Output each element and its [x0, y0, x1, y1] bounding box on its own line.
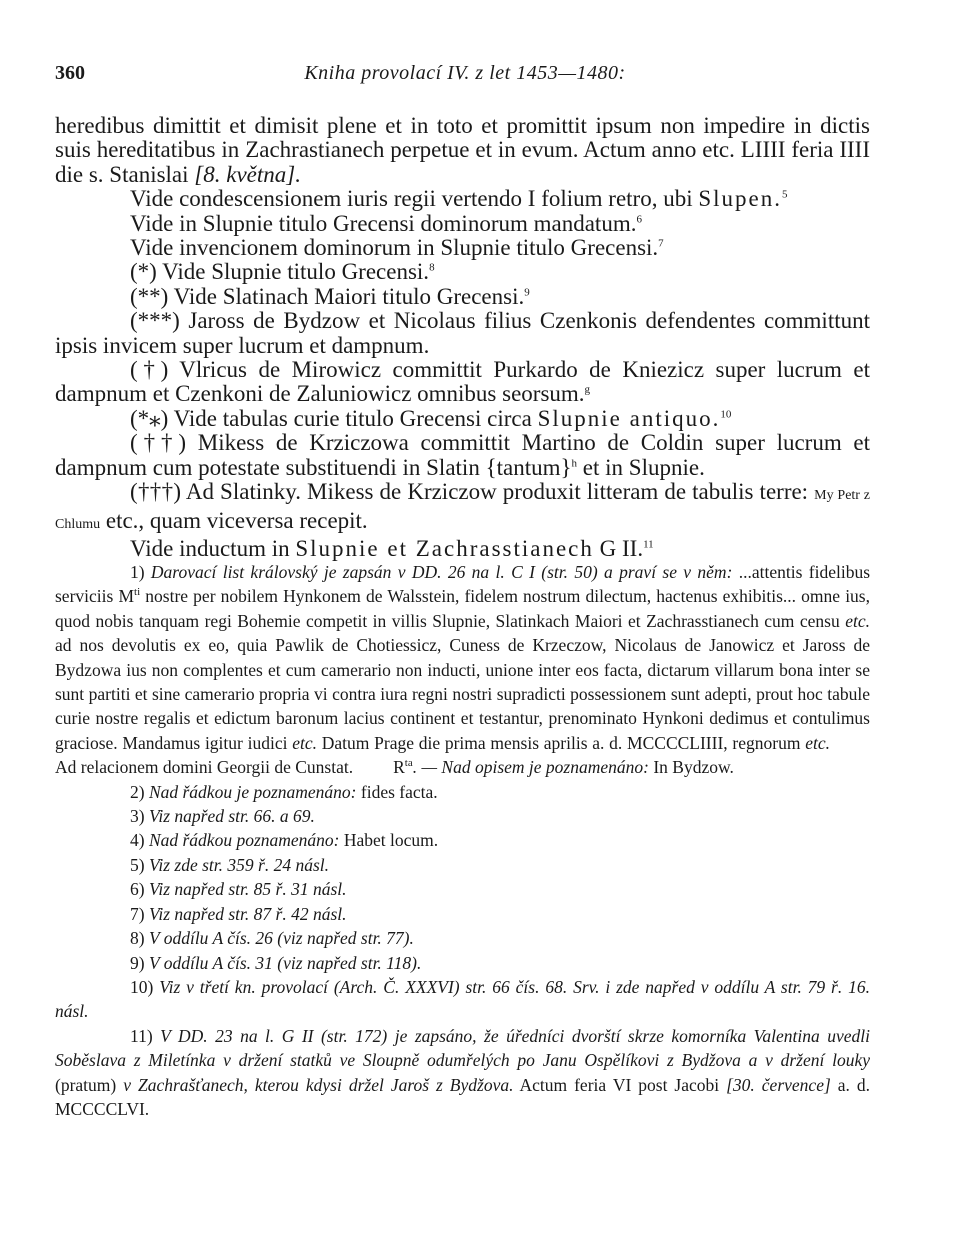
page-number: 360 — [55, 62, 85, 84]
footnote — [55, 951, 870, 975]
paragraph — [55, 236, 870, 260]
footnote — [55, 902, 870, 926]
text: Vide condescensionem iuris regii vertendo I folium retro, ubi — [130, 186, 699, 212]
footnote — [55, 560, 870, 780]
footnote-mark: 6) — [130, 879, 145, 900]
text: [30. července] — [726, 1074, 831, 1095]
footnote-ref: h — [571, 457, 578, 470]
text: V DD. 23 na l. G II (str. 172) je zapsáno, že úředníci dvorští skrze komorníka Valentina uvedli Soběslava z Miletínka v držení statků ve Sloupně odumřelých po Janu Ospělíkovi z Bydžova a v držení louky — [55, 1025, 870, 1071]
text: Datum Prage die prima mensis aprilis a. d. MCCCCLIIII, regnorum — [317, 732, 806, 753]
text: a. d. MCCCCLVI. — [55, 1074, 870, 1119]
footnote-mark: 8) — [130, 928, 145, 949]
footnote-mark: 5) — [130, 854, 145, 875]
text: etc., quam viceversa recepit. — [100, 507, 368, 533]
text: etc. — [292, 732, 317, 753]
footnote-mark: 3) — [130, 806, 145, 827]
spaced-text: Slupen. — [698, 186, 782, 212]
footnote-mark: 11) — [130, 1025, 153, 1046]
footnote-ref: 8 — [429, 261, 435, 274]
paragraph — [55, 431, 870, 480]
text: (†††) Ad Slatinky. Mikess de Krziczow produxit litteram de tabulis terre: — [130, 479, 815, 505]
footnote-mark: 1) — [130, 562, 145, 582]
text: ad nos devolutis ex eo, quia Pawlik de Chotiessicz, Cuness de Krzeczow, Nicolaus de Janowicz et Jaross de Bydzowa ius non complentes et cum camerario non inducti, unione inter eos facta, dictarum villarum bona inter se sunt partiti et sine camerario propria vi contra iura regni nostri supradicti possessionem sunt adepti, prout hoc tabule curie nostre regalis et edictum baronum lacius continent et testantur, prenominato Hynkoni dedimus et contulimus graciose. Mandamus igitur iudici — [55, 635, 870, 753]
text: (pratum) — [55, 1074, 124, 1095]
footnotes — [55, 560, 870, 1121]
footnote-mark: 9) — [130, 952, 145, 973]
footnote — [55, 877, 870, 901]
paragraph — [55, 480, 870, 537]
footnote-mark: 2) — [130, 781, 145, 802]
footnote — [55, 926, 870, 950]
footnote-mark: 7) — [130, 903, 145, 924]
text: fides facta. — [356, 781, 438, 802]
footnote — [55, 975, 870, 1024]
page-header — [55, 62, 875, 90]
footnote — [55, 828, 870, 852]
text: V oddílu A čís. 26 (viz napřed str. 77). — [144, 928, 414, 949]
text: etc. — [845, 610, 870, 631]
footnote-ref: 5 — [782, 188, 788, 201]
text: R — [393, 757, 405, 778]
paragraph — [55, 407, 870, 431]
main-text — [55, 114, 870, 561]
text: Viz napřed str. 66. a 69. — [144, 806, 315, 827]
text: (*⁎) Vide tabulas curie titulo Grecensi circa — [130, 405, 538, 431]
footnote-ref: g — [584, 383, 591, 396]
text: Vide in Slupnie titulo Grecensi dominorum mandatum. — [130, 210, 637, 236]
text: V oddílu A čís. 31 (viz napřed str. 118). — [144, 952, 422, 973]
text: Actum feria VI post Jacobi — [513, 1074, 727, 1095]
text: (**) Vide Slatinach Maiori titulo Grecensi. — [130, 283, 525, 309]
spaced-text: Slupnie et Zachrasstianech — [295, 535, 594, 561]
running-title: Kniha provolací IV. z let 1453—1480: — [304, 62, 626, 84]
text: Viz v třetí kn. provolací (Arch. Č. XXXVI) str. 66 čís. 68. Srv. i zde napřed v oddílu A str. 79 ř. 16. násl. — [55, 976, 870, 1022]
text: Darovací list královský je zapsán v DD. 26 na l. C I (str. 50) a praví se v něm: — [144, 562, 739, 582]
text: heredibus dimittit et dimisit plene et in toto et promittit ipsum non impedire in dictis suis hereditatibus in Zachrastianech perpetue et in evum. Actum anno etc. LIIII feria IIII die s. Stanislai — [55, 113, 870, 187]
paragraph: (***) Jaross de Bydzow et Nicolaus filius Czenkonis defendentes committunt ipsis invicem super lucrum et dampnum. — [55, 308, 870, 358]
footnote-ref: 10 — [720, 408, 732, 421]
superscript: ta — [404, 757, 413, 770]
text: (†) Vlricus de Mirowicz committit Purkardo de Kniezicz super lucrum et dampnum et Czenkoni de Zaluniowicz omnibus seorsum. — [55, 357, 870, 407]
text: G II. — [593, 535, 644, 561]
footnote — [55, 780, 870, 804]
paragraph — [55, 114, 870, 187]
footnote-ref: 9 — [524, 286, 530, 299]
small-caps-text: My Petr z Chlumu — [55, 488, 870, 532]
text: {tantum} — [485, 454, 572, 480]
footnote-mark: 4) — [130, 830, 145, 851]
text: Habet locum. — [339, 830, 439, 851]
footnote — [55, 804, 870, 828]
paragraph — [55, 537, 870, 561]
text: nostre per nobilem Hynkonem de Walsstein, fidelem nostrum dilectum, hactenus exhibitis... omne ius, quod nobis tanquam regi Bohemie competit in villis Slupnie, Slatinkach Maiori et Zachrasstianech cum censu — [55, 586, 870, 631]
text: ...attentis fidelibus serviciis M — [55, 562, 870, 607]
text: etc. — [805, 732, 830, 753]
spaced-text: Slupnie antiquo. — [537, 405, 721, 431]
footnote-ref: 6 — [636, 212, 642, 225]
date-note: [8. května]. — [194, 161, 301, 187]
text: Vide invencionem dominorum in Slupnie titulo Grecensi. — [130, 235, 659, 261]
paragraph — [55, 285, 870, 309]
superscript: ti — [134, 586, 141, 599]
footnote — [55, 1024, 870, 1122]
text: Viz zde str. 359 ř. 24 násl. — [144, 854, 329, 875]
footnote-ref: 11 — [643, 538, 654, 551]
text: Ad relacionem domini Georgii de Cunstat. — [55, 757, 354, 778]
text: (*) Vide Slupnie titulo Grecensi. — [130, 259, 430, 285]
text: et in Slupnie. — [577, 454, 705, 480]
text: Nad řádkou poznamenáno: — [144, 830, 340, 851]
paragraph — [55, 187, 870, 211]
paragraph — [55, 260, 870, 284]
text: Vide inductum in — [130, 535, 296, 561]
footnote — [55, 853, 870, 877]
footnote-mark: 10) — [130, 976, 154, 997]
paragraph — [55, 212, 870, 236]
text: . — Nad opisem je poznamenáno: — [412, 757, 649, 778]
text: v Zachrašťanech, kterou kdysi držel Jaroš z Bydžova. — [123, 1074, 514, 1095]
footnote-ref: 7 — [658, 237, 664, 250]
text: Nad řádkou je poznamenáno: — [144, 781, 357, 802]
text: Viz napřed str. 87 ř. 42 násl. — [144, 903, 347, 924]
text: (††) Mikess de Krziczowa committit Martino de Coldin super lucrum et dampnum cum potestate substituendi in Slatin — [55, 430, 870, 480]
paragraph — [55, 358, 870, 407]
text: Viz napřed str. 85 ř. 31 násl. — [144, 879, 347, 900]
text: In Bydzow. — [648, 757, 734, 778]
